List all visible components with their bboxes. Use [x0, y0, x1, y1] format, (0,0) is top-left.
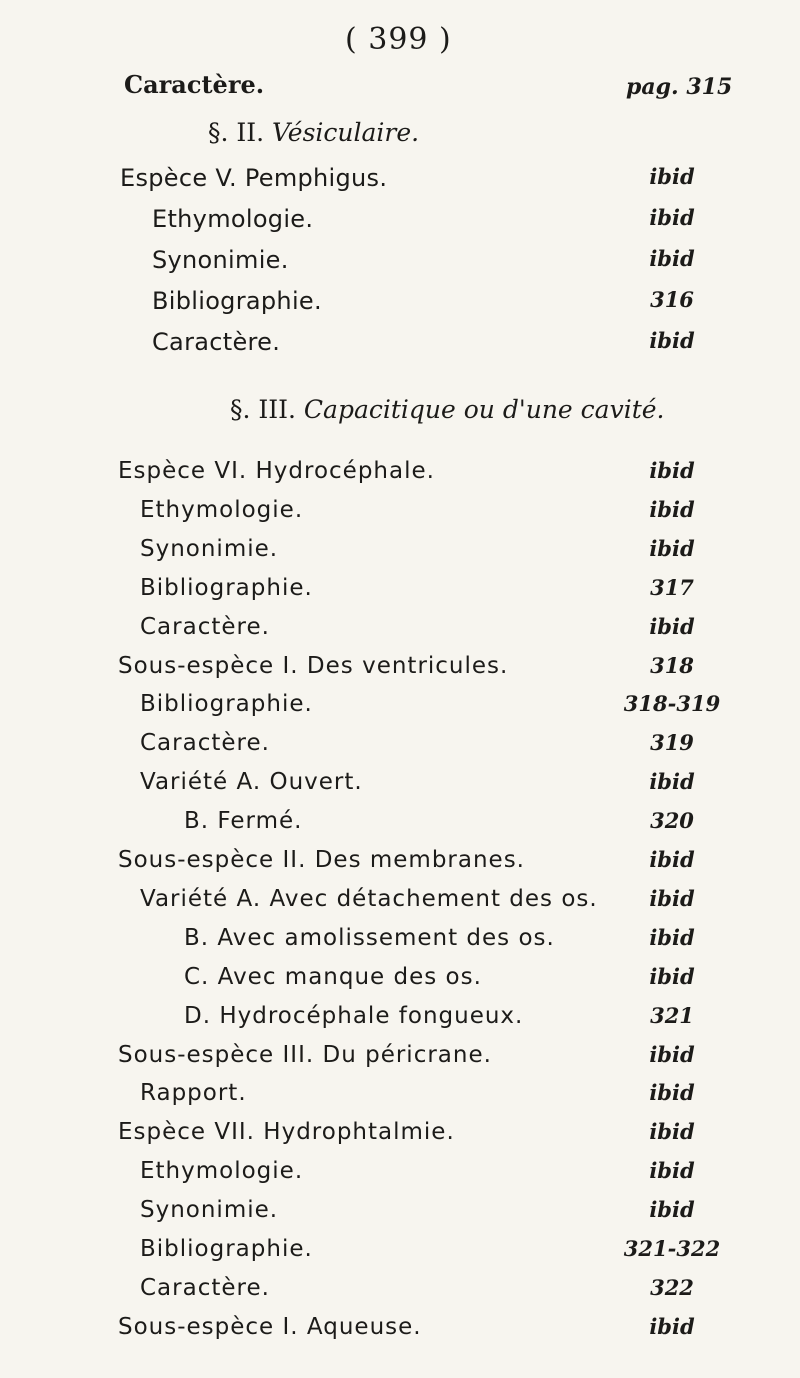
toc-page-ref: 321 — [650, 1003, 694, 1028]
toc-entry-text: Bibliographie. — [140, 575, 313, 601]
section-name: Vésiculaire. — [272, 118, 420, 147]
toc-entry-text: Bibliographie. — [152, 287, 322, 315]
toc-row — [0, 808, 800, 848]
toc-page-ref: 318 — [650, 653, 694, 678]
toc-entry-text: Synonimie. — [140, 1197, 279, 1223]
toc-row — [0, 1275, 800, 1315]
toc-row — [0, 769, 800, 809]
toc-page-ref: ibid — [649, 1314, 695, 1339]
column-header-right: pag. 315 — [626, 74, 733, 100]
toc-entry-text: Caractère. — [140, 730, 270, 756]
toc-entry-text: Variété A. Avec détachement des os. — [140, 886, 598, 912]
toc-row — [0, 205, 800, 245]
toc-page-ref: 318-319 — [623, 691, 721, 716]
toc-entry-text: Sous-espèce III. Du péricrane. — [118, 1042, 492, 1068]
toc-entry-text: Synonimie. — [140, 536, 279, 562]
toc-row — [0, 1003, 800, 1043]
toc-row — [0, 847, 800, 887]
toc-row — [0, 730, 800, 770]
toc-page-ref: ibid — [649, 614, 695, 639]
toc-entry-text: Ethymologie. — [140, 497, 304, 523]
toc-entry-text: Rapport. — [140, 1080, 247, 1106]
toc-entry-text: Sous-espèce I. Des ventricules. — [118, 653, 509, 679]
toc-page-ref: ibid — [649, 246, 695, 271]
toc-page-ref: ibid — [649, 164, 695, 189]
toc-entry-text: Variété A. Ouvert. — [140, 769, 363, 795]
column-header-left: Caractère. — [124, 70, 265, 99]
toc-page-ref: ibid — [649, 1158, 695, 1183]
toc-row — [0, 1119, 800, 1159]
toc-page-ref: ibid — [649, 964, 695, 989]
toc-entry-text: Ethymologie. — [140, 1158, 304, 1184]
toc-entry-text: Sous-espèce II. Des membranes. — [118, 847, 525, 873]
toc-row — [0, 1080, 800, 1120]
toc-row — [0, 497, 800, 537]
toc-row — [0, 1236, 800, 1276]
toc-row — [0, 164, 800, 204]
toc-entry-text: B. Fermé. — [184, 808, 303, 834]
toc-row — [0, 287, 800, 327]
toc-entry-text: Bibliographie. — [140, 1236, 313, 1262]
section-name: Capacitique ou d'une cavité. — [303, 395, 665, 424]
toc-entry-text: D. Hydrocéphale fongueux. — [184, 1003, 524, 1029]
toc-entry-text: B. Avec amolissement des os. — [184, 925, 555, 951]
toc-page-ref: 316 — [650, 287, 694, 312]
section-number: §. II. — [208, 118, 265, 147]
toc-page-ref: ibid — [649, 847, 695, 872]
toc-entry-text: Sous-espèce I. Aqueuse. — [118, 1314, 422, 1340]
toc-page-ref: ibid — [649, 769, 695, 794]
page-number: ( 399 ) — [345, 22, 452, 57]
toc-page-ref: ibid — [649, 1119, 695, 1144]
toc-page-ref: ibid — [649, 536, 695, 561]
toc-page-ref: ibid — [649, 205, 695, 230]
toc-page-ref: ibid — [649, 458, 695, 483]
toc-page-ref: 322 — [650, 1275, 694, 1300]
toc-entry-text: Synonimie. — [152, 246, 289, 274]
toc-page-ref: ibid — [649, 497, 695, 522]
toc-row — [0, 246, 800, 286]
toc-row — [0, 1197, 800, 1237]
section-title-capacitique — [230, 395, 664, 424]
toc-row — [0, 886, 800, 926]
toc-row — [0, 925, 800, 965]
toc-row — [0, 328, 800, 368]
toc-row — [0, 1042, 800, 1082]
toc-entry-text: Espèce VI. Hydrocéphale. — [118, 458, 435, 484]
toc-entry-text: Caractère. — [152, 328, 281, 356]
toc-entry-text: Caractère. — [140, 614, 270, 640]
toc-page-ref: 321-322 — [623, 1236, 721, 1261]
toc-page-ref: ibid — [649, 1197, 695, 1222]
toc-page-ref: 317 — [650, 575, 694, 600]
toc-page-ref: ibid — [649, 328, 695, 353]
toc-entry-text: Ethymologie. — [152, 205, 314, 233]
toc-entry-text: Bibliographie. — [140, 691, 313, 717]
toc-page-ref: 319 — [650, 730, 694, 755]
toc-row — [0, 1158, 800, 1198]
section-title-vesiculaire — [208, 118, 419, 147]
toc-row — [0, 614, 800, 654]
toc-page-ref: ibid — [649, 925, 695, 950]
toc-row — [0, 691, 800, 731]
toc-row — [0, 458, 800, 498]
toc-entry-text: C. Avec manque des os. — [184, 964, 482, 990]
toc-row — [0, 536, 800, 576]
toc-row — [0, 964, 800, 1004]
toc-page-ref: ibid — [649, 886, 695, 911]
toc-page-ref: 320 — [650, 808, 694, 833]
toc-row — [0, 575, 800, 615]
toc-entry-text: Espèce VII. Hydrophtalmie. — [118, 1119, 455, 1145]
toc-page-ref: ibid — [649, 1042, 695, 1067]
toc-row — [0, 653, 800, 693]
toc-entry-text: Caractère. — [140, 1275, 270, 1301]
section-number: §. III. — [230, 395, 296, 424]
toc-entry-text: Espèce V. Pemphigus. — [120, 164, 388, 192]
toc-page-ref: ibid — [649, 1080, 695, 1105]
toc-row — [0, 1314, 800, 1354]
